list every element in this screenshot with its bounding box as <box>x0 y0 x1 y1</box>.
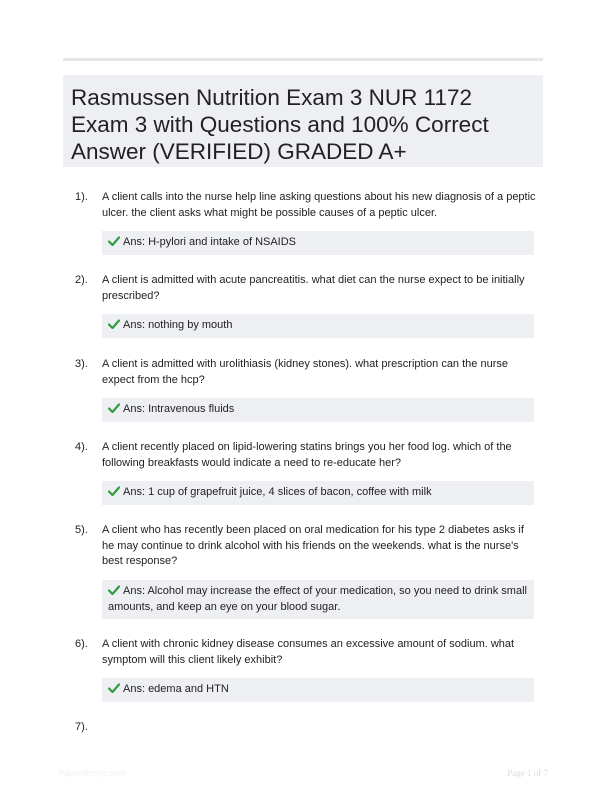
question-text: A client is admitted with acute pancreatitis. what diet can the nurse expect to be initially prescribed? <box>102 274 525 302</box>
question-number: 7). <box>75 721 88 733</box>
question-text: A client with chronic kidney disease consumes an excessive amount of sodium. what symptom will this client likely exhibit? <box>102 638 515 666</box>
answer-box <box>102 678 534 702</box>
question-text: A client is admitted with urolithiasis (kidney stones). what prescription can the nurse expect from the hcp? <box>102 358 508 386</box>
answer-box <box>102 580 534 619</box>
question-number: 5). <box>75 524 88 536</box>
answer-text: Ans: Intravenous fluids <box>123 403 235 415</box>
check-icon <box>108 486 120 496</box>
question-number: 4). <box>75 441 88 453</box>
check-icon <box>108 319 120 329</box>
page-indicator: Page 1 of 7 <box>507 768 548 778</box>
footer-watermark: Paperlibrary.com <box>58 768 126 778</box>
document-title: Rasmussen Nutrition Exam 3 NUR 1172 Exam 3 with Questions and 100% Correct Answer (VERIFIED) GRADED A+ <box>71 85 489 164</box>
question-text: A client who has recently been placed on oral medication for his type 2 diabetes asks if he may continue to drink alcohol with his friends on the weekends. what is the nurse's best response? <box>102 524 524 567</box>
question-text: A client recently placed on lipid-lowering statins brings you her food log. which of the following breakfasts would indicate a need to re-educate her? <box>102 441 512 469</box>
check-icon <box>108 236 120 246</box>
answer-box <box>102 231 534 255</box>
check-icon <box>108 585 120 595</box>
answer-text: Ans: H-pylori and intake of NSAIDS <box>123 236 297 248</box>
answer-text: Ans: edema and HTN <box>123 683 229 695</box>
question-text: A client calls into the nurse help line asking questions about his new diagnosis of a peptic ulcer. the client asks what might be possible causes of a peptic ulcer. <box>102 191 536 219</box>
answer-text: Ans: 1 cup of grapefruit juice, 4 slices of bacon, coffee with milk <box>123 486 432 498</box>
question-number: 2). <box>75 274 88 286</box>
top-divider <box>63 58 543 61</box>
question-number: 6). <box>75 638 88 650</box>
answer-box <box>102 314 534 338</box>
check-icon <box>108 403 120 413</box>
answer-text: Ans: nothing by mouth <box>123 319 233 331</box>
question-number: 3). <box>75 358 88 370</box>
question-number: 1). <box>75 191 88 203</box>
check-icon <box>108 683 120 693</box>
answer-box <box>102 481 534 505</box>
title-box <box>63 75 543 167</box>
answer-box <box>102 398 534 422</box>
answer-text: Ans: Alcohol may increase the effect of your medication, so you need to drink small amounts, and keep an eye on your blood sugar. <box>108 585 527 613</box>
